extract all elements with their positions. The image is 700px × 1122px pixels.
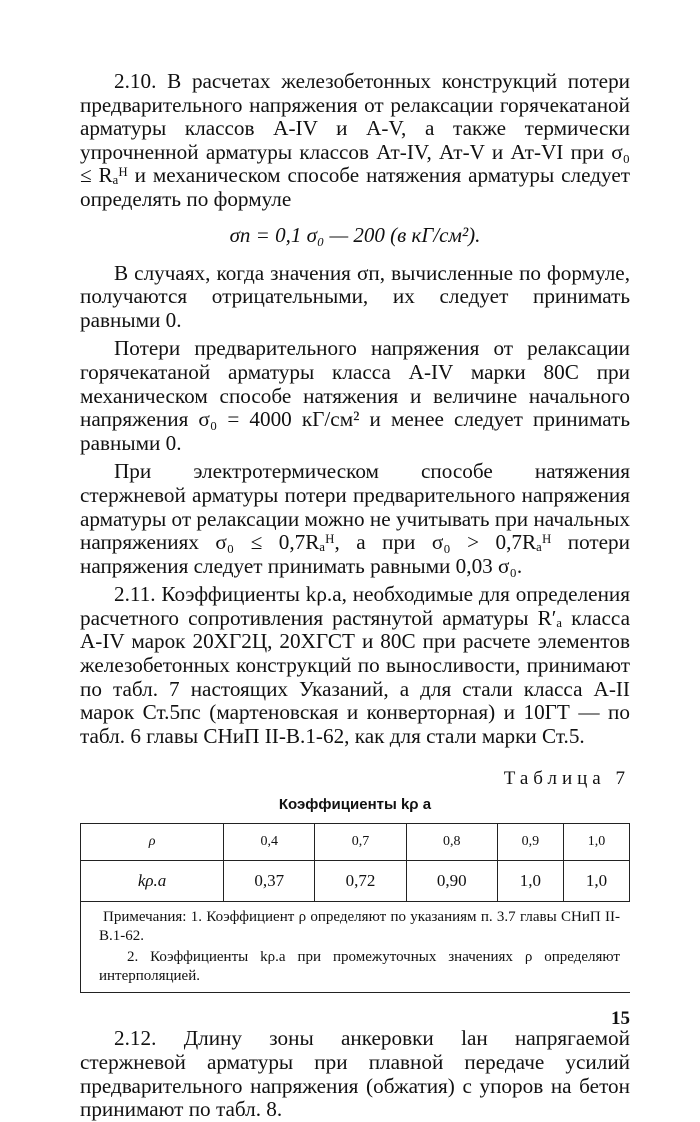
table-header-cell: 0,8: [406, 824, 497, 861]
table-cell: 0,37: [224, 861, 315, 902]
table-cell: 1,0: [497, 861, 563, 902]
paragraph-80c: Потери предварительного напряжения от релаксации горячекатаной арматуры класса А-IV марки 80С при механическом способе натяжения и величине начального напряжения σ₀ = 4000 кГ/см² и менее следует принимать равными 0.: [80, 336, 630, 455]
paragraph-negative-values: В случаях, когда значения σп, вычисленные по формуле, получаются отрицательными, их следует принимать равными 0.: [80, 260, 630, 332]
table-header-cell: ρ: [81, 824, 224, 861]
coefficient-table: [80, 823, 630, 993]
table-cell: kρ.а: [81, 861, 224, 902]
table-note-1: Примечания: 1. Коэффициент ρ определяют по указаниям п. 3.7 главы СНиП II-В.1-62.: [99, 909, 620, 945]
section-2-11: 2.11. Коэффициенты kρ.а, необходимые для определения расчетного сопротивления растянутой арматуры R′ₐ класса А-IV марок 20ХГ2Ц, 20ХГСТ и 80С при расчете элементов железобетонных конструкций по выносливости, принимают по табл. 7 настоящих Указаний, а для стали класса А-II марок Ст.5пс (мартеновская и конверторная) и 10ГТ — по табл. 6 главы СНиП II-В.1-62, как для стали марки Ст.5.: [80, 582, 630, 748]
table-title: Коэффициенты kρ а: [278, 796, 432, 814]
table-header-cell: 0,4: [224, 824, 315, 861]
table-cell: 0,72: [315, 861, 406, 902]
formula: σп = 0,1 σ₀ — 200 (в кГ/см²).: [229, 222, 481, 247]
table-header-cell: 0,7: [315, 824, 406, 861]
table-header-row: [81, 824, 630, 861]
table-header-cell: 0,9: [497, 824, 563, 861]
page-number: 15: [611, 1008, 630, 1029]
table-cell: 1,0: [563, 861, 629, 902]
section-2-12: 2.12. Длину зоны анкеровки lан напрягаемой стержневой арматуры при плавной передаче усилий предварительного напряжения (обжатия) с упоров на бетон принимают по табл. 8.: [80, 1026, 630, 1122]
table-label: Таблица 7: [503, 768, 630, 790]
table-notes: [81, 902, 630, 992]
paragraph-electrothermal: При электротермическом способе натяжения стержневой арматуры потери предварительного напряжения арматуры от релаксации можно не учитывать при начальных напряжениях σ₀ ≤ 0,7Rₐᴴ, а при σ₀ > 0,7Rₐᴴ потери напряжения следует принимать равными 0,03 σ₀.: [80, 459, 630, 578]
table-header-cell: 1,0: [563, 824, 629, 861]
table-cell: 0,90: [406, 861, 497, 902]
section-2-10: 2.10. В расчетах железобетонных конструкций потери предварительного напряжения от релаксации горячекатаной арматуры классов А-IV и А-V, а также термически упрочненной арматуры классов Ат-IV, Ат-V и Ат-VI при σ₀ ≤ Rₐᴴ и механическом способе натяжения арматуры следует определять по формуле: [80, 69, 630, 211]
table-row: [81, 861, 630, 902]
table-note-2: 2. Коэффициенты kρ.а при промежуточных значениях ρ определяют интерполяцией.: [99, 949, 620, 985]
